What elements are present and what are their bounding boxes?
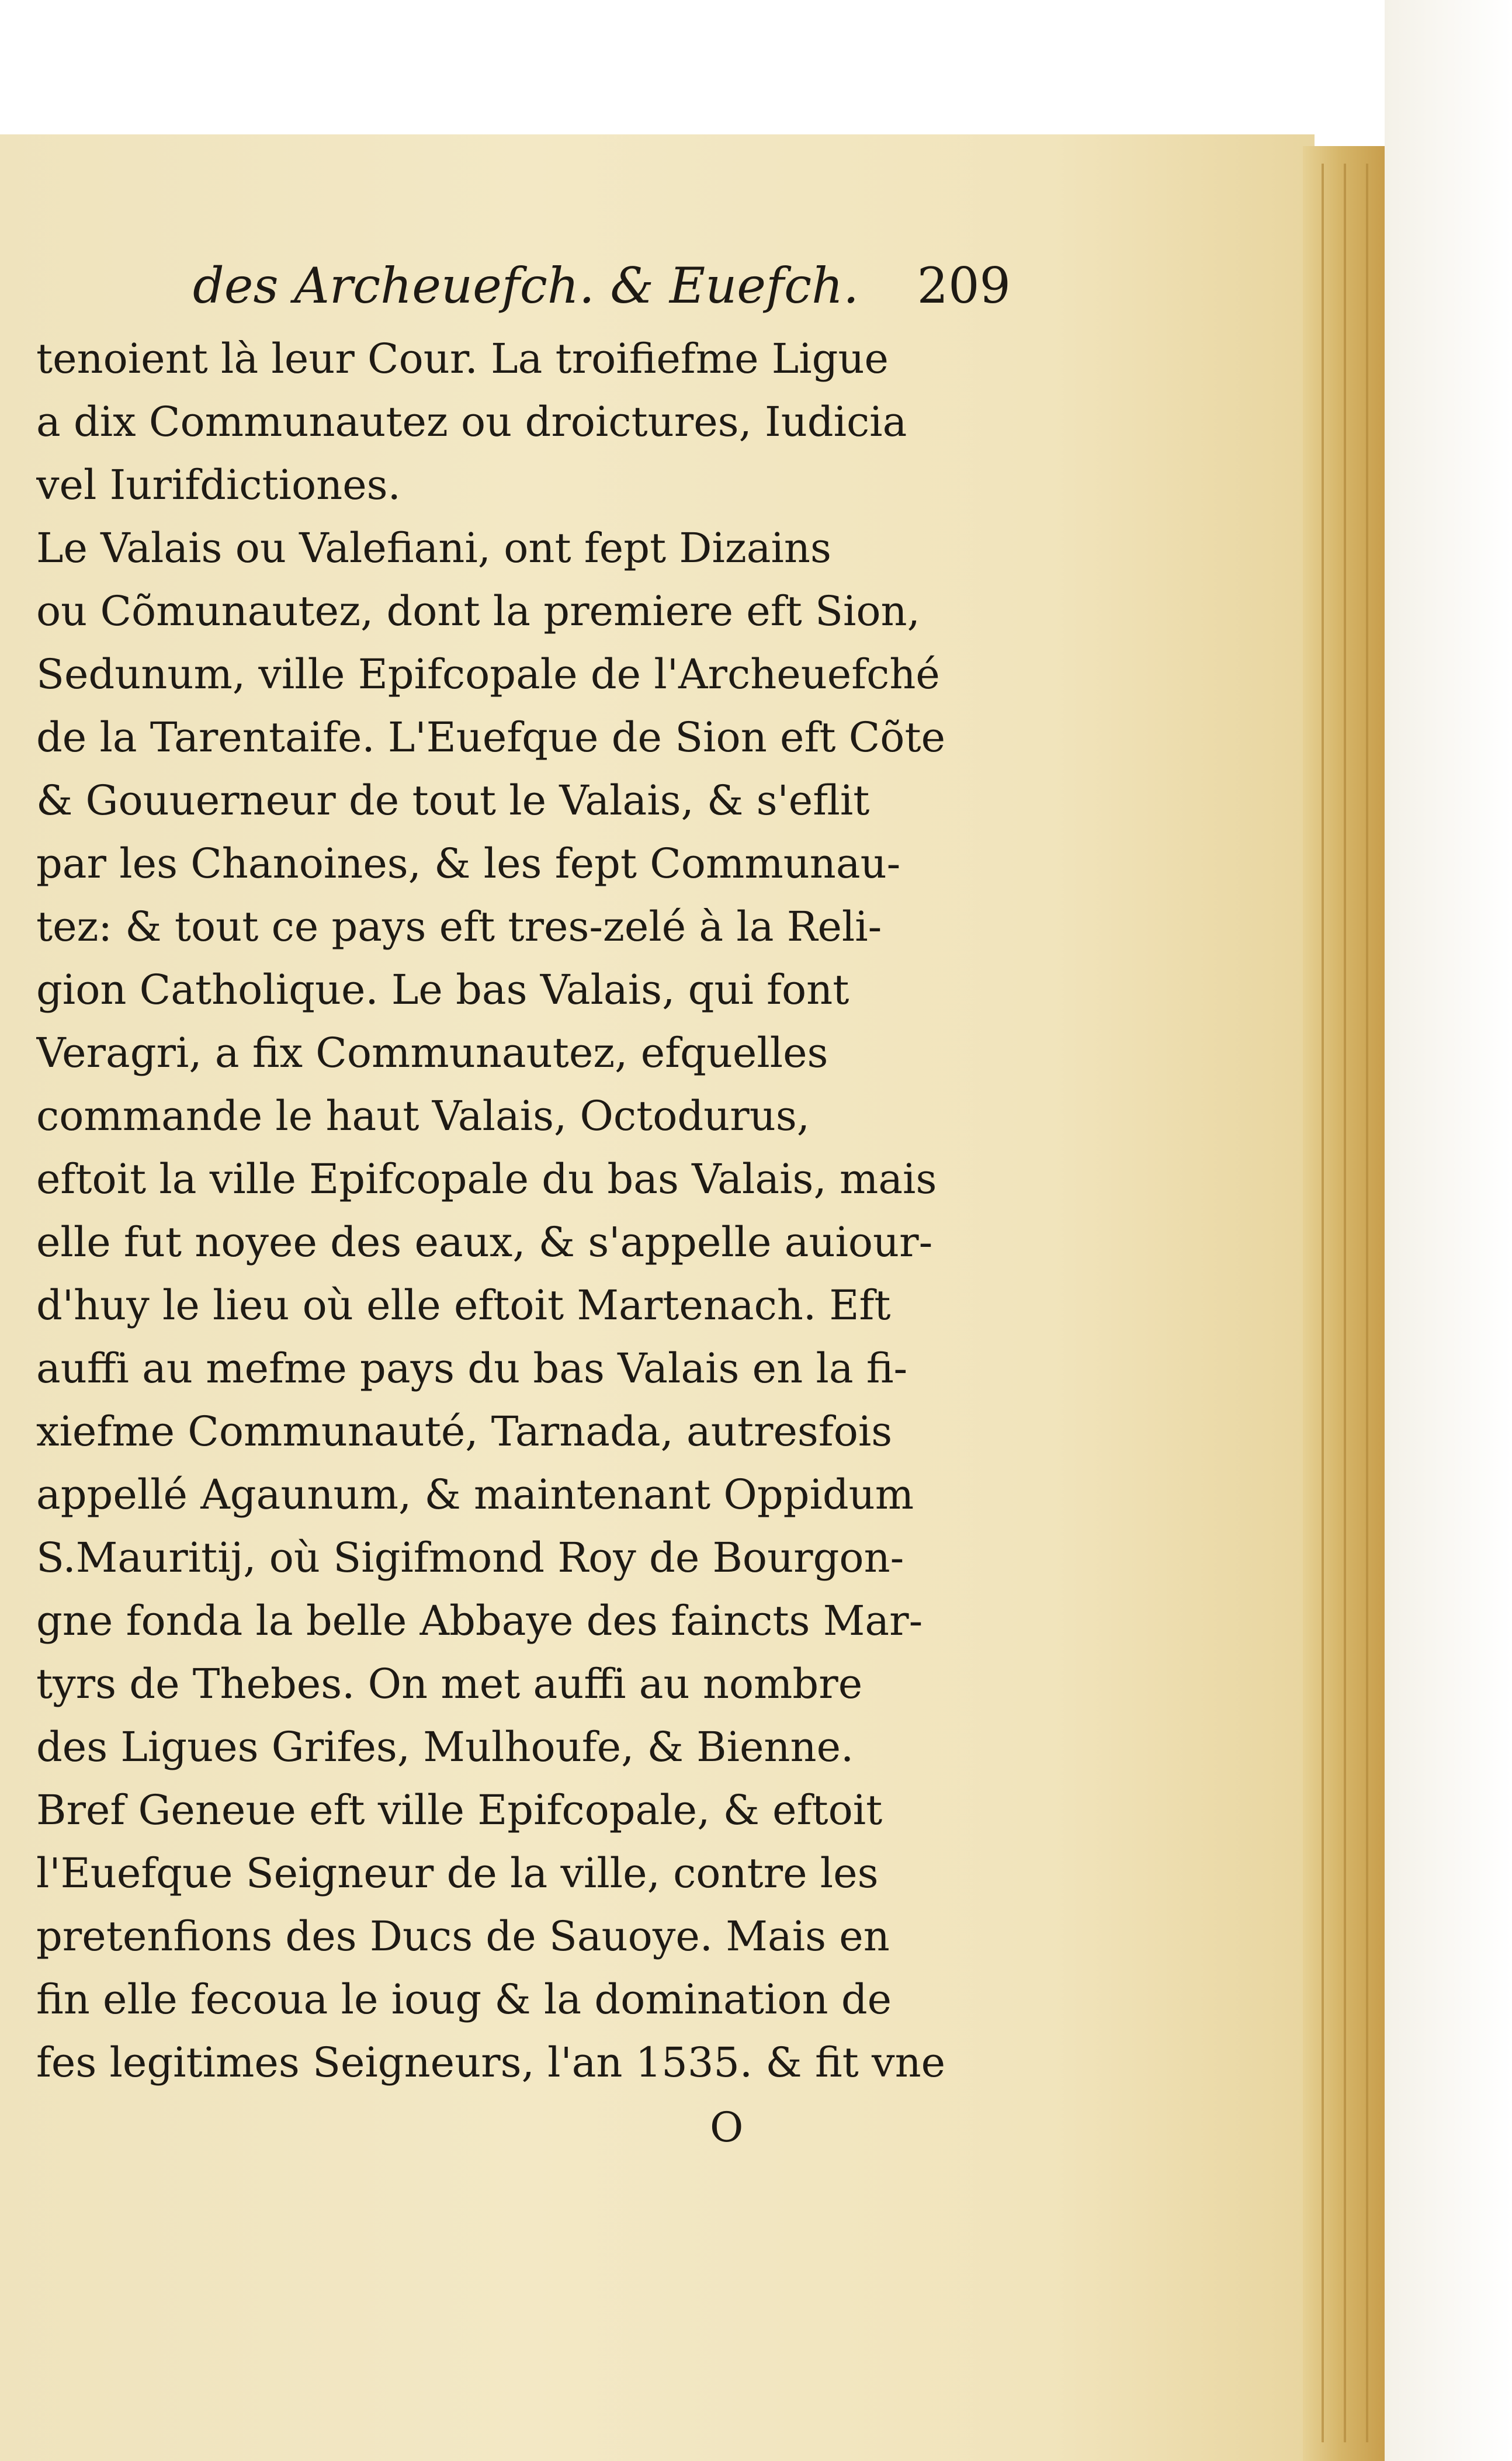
running-title: des Archeuefch. & Euefch. [193, 257, 859, 314]
text-line: ou Cõmunautez, dont la premiere eft Sion, [36, 587, 920, 635]
background-margin [1385, 0, 1512, 2461]
text-line: gion Catholique. Le bas Valais, qui font [36, 966, 849, 1014]
text-line: tenoient là leur Cour. La troifiefme Ligue [36, 335, 889, 383]
text-line: auffi au mefme pays du bas Valais en la fi- [36, 1344, 908, 1392]
running-head [193, 257, 1011, 321]
text-line: des Ligues Grifes, Mulhoufe, & Bienne. [36, 1723, 854, 1771]
text-line: commande le haut Valais, Octodurus, [36, 1092, 810, 1140]
text-line: Le Valais ou Valefiani, ont fept Dizains [36, 524, 831, 572]
text-line: elle fut noyee des eaux, & s'appelle auiour- [36, 1218, 933, 1266]
text-line: & Gouuerneur de tout le Valais, & s'eflit [36, 777, 870, 824]
page-number: 209 [917, 257, 1011, 314]
text-line: appellé Agaunum, & maintenant Oppidum [36, 1471, 914, 1519]
text-line: par les Chanoines, & les fept Communau- [36, 840, 901, 888]
text-line: gne fonda la belle Abbaye des faincts Mar- [36, 1597, 923, 1645]
text-line: de la Tarentaife. L'Euefque de Sion eft Cõte [36, 713, 945, 761]
page-edge-line [1366, 164, 1368, 2442]
body-text [36, 327, 994, 2094]
catchword: O [710, 2103, 744, 2151]
text-line: tez: & tout ce pays eft tres-zelé à la Reli- [36, 903, 882, 951]
text-line: Sedunum, ville Epifcopale de l'Archeuefché [36, 650, 940, 698]
text-line: a dix Communautez ou droictures, Iudicia [36, 398, 907, 446]
text-line: l'Euefque Seigneur de la ville, contre les [36, 1849, 879, 1897]
text-line: Veragri, a fix Communautez, efquelles [36, 1029, 828, 1077]
text-line: vel Iurifdictiones. [36, 461, 401, 509]
text-line: fin elle fecoua le ioug & la domination de [36, 1975, 892, 2023]
page-edge-line [1322, 164, 1324, 2442]
text-line: pretenfions des Ducs de Sauoye. Mais en [36, 1912, 890, 1960]
text-line: tyrs de Thebes. On met auffi au nombre [36, 1660, 863, 1708]
text-line: eftoit la ville Epifcopale du bas Valais, mais [36, 1155, 937, 1203]
page-edge-line [1344, 164, 1346, 2442]
text-line: fes legitimes Seigneurs, l'an 1535. & fit vne [36, 2039, 946, 2086]
text-line: xiefme Communauté, Tarnada, autresfois [36, 1408, 893, 1455]
text-line: Bref Geneue eft ville Epifcopale, & eftoit [36, 1786, 883, 1834]
text-line: d'huy le lieu où elle eftoit Martenach. Eft [36, 1281, 891, 1329]
text-line: S.Mauritij, où Sigifmond Roy de Bourgon- [36, 1534, 904, 1582]
